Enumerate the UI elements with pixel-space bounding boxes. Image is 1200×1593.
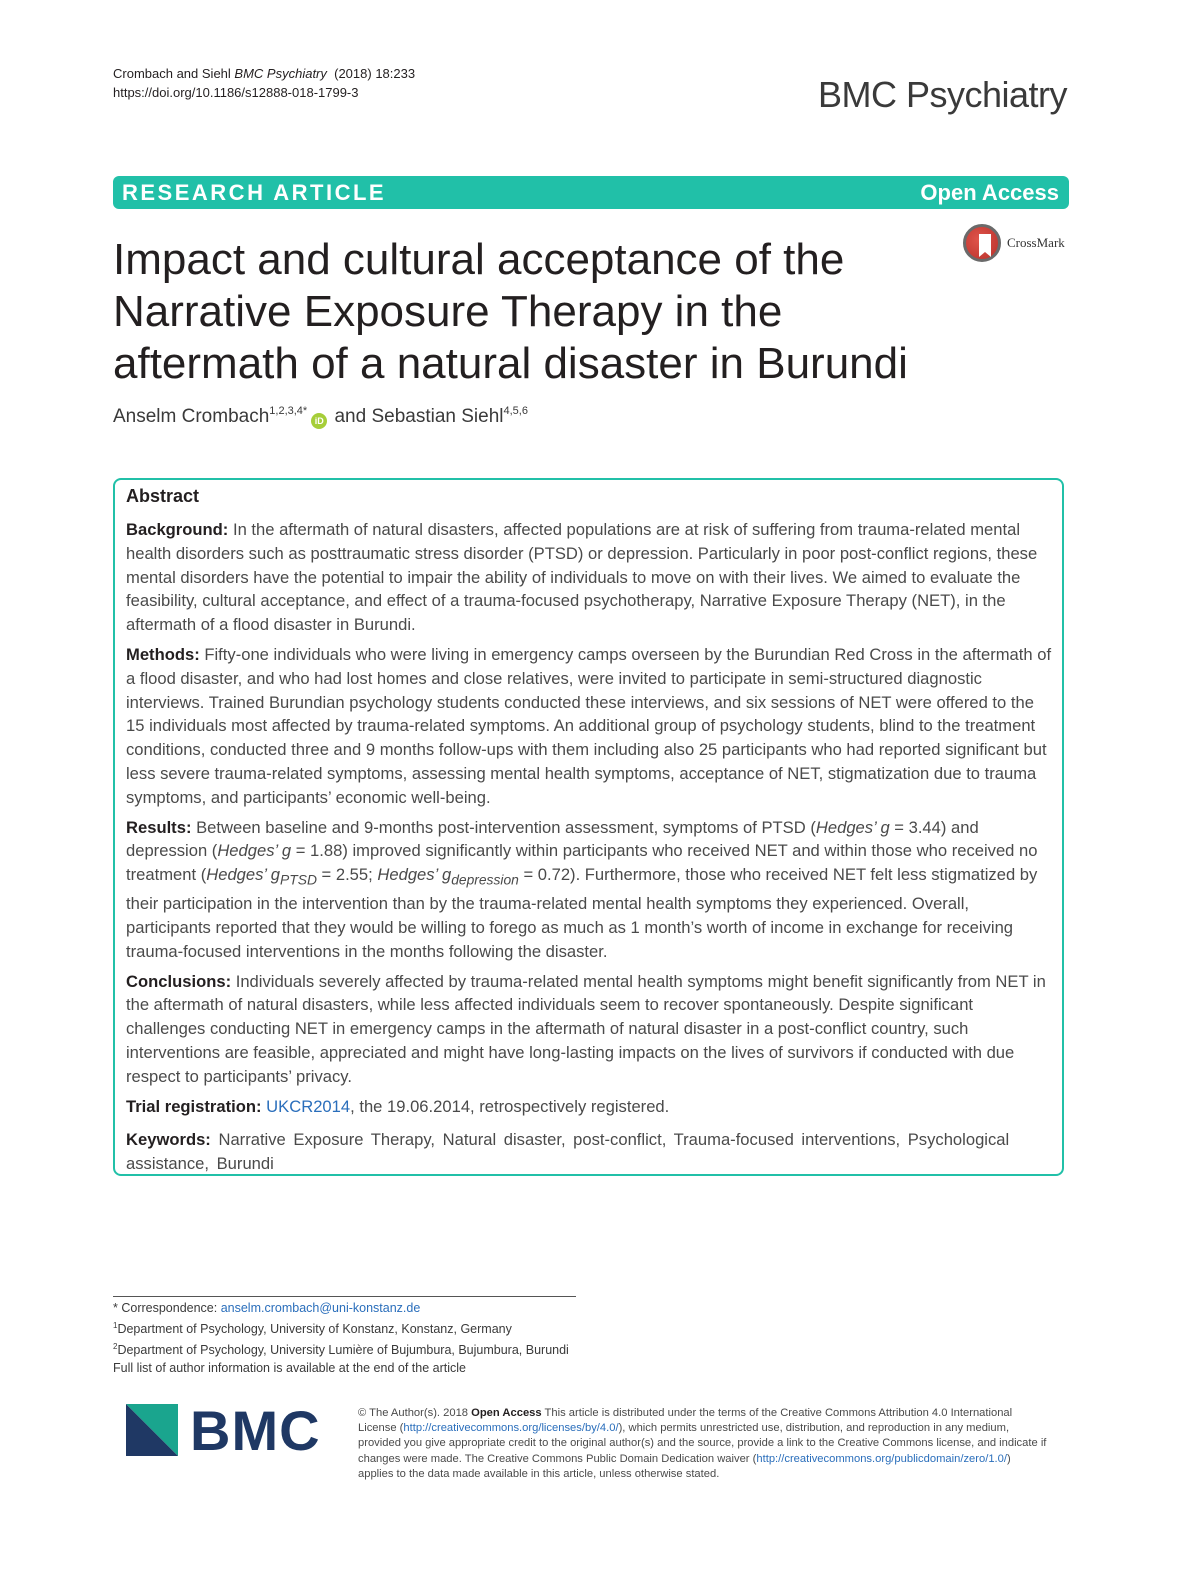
bmc-logo-text: BMC xyxy=(190,1399,321,1462)
author-name: Anselm Crombach xyxy=(113,406,270,427)
abstract-results: Results: Between baseline and 9-months post-intervention assessment, symptoms of PTSD (Hedges’ g = 3.44) and depression (Hedges’ g = 1.88) improved significantly within participants who received NET and within those who received no treatment (Hedges’ $g_{PTSD} = 2.55$; Hedges’ $g_{depression} = 0.72$). Furthermore, those who received NET felt less stigmatized by their participation in the intervention than by the trauma-related mental health symptoms they experienced. Overall, participants reported that they would be willing to forego as much as 1 month’s worth of income in exchange for receiving trauma-focused interventions in the months following the disaster. xyxy=(126,817,1038,961)
article-type-label: RESEARCH ARTICLE xyxy=(122,180,387,205)
license-link-zero[interactable]: http://creativecommons.org/publicdomain/zero/1.0/ xyxy=(756,1452,1007,1465)
crossmark-icon xyxy=(963,224,1001,262)
doi-link[interactable]: https://doi.org/10.1186/s12888-018-1799-3 xyxy=(113,85,359,100)
affiliation-2: $^2$Department of Psychology, University Lumière of Bujumbura, Bujumbura, Burundi xyxy=(113,1342,569,1357)
crossmark-label: CrossMark xyxy=(1007,235,1065,250)
open-access-label: Open Access xyxy=(920,180,1059,205)
bmc-logo-icon xyxy=(126,1404,178,1456)
author-name: and Sebastian Siehl xyxy=(329,406,504,427)
correspondence: * Correspondence: anselm.crombach@uni-konstanz.de xyxy=(113,1301,421,1315)
abstract-trial-registration: Trial registration: UKCR2014, the 19.06.2014, retrospectively registered. xyxy=(126,1096,670,1116)
abstract-keywords: Keywords: Narrative Exposure Therapy, Natural disaster, post-conflict, Trauma-focused interventions, Psychological assistance, Burundi xyxy=(126,1130,1010,1174)
license-statement: © The Author(s). 2018 Open Access This article is distributed under the terms of the Creative Commons Attribution 4.0 International License (http://creativecommons.org/licenses/by/4.0/), which permits unrestricted use, distribution, and reproduction in any medium, provided you give appropriate credit to the original author(s) and the source, provide a link to the Creative Commons license, and indicate if changes were made. The Creative Commons Public Domain Dedication waiver (http://creativecommons.org/publicdomain/zero/1.0/) applies to the data made available in this article, unless otherwise stated. xyxy=(358,1407,1047,1480)
abstract-box xyxy=(113,478,1064,1176)
footnote-divider xyxy=(113,1296,576,1297)
article-title: Impact and cultural acceptance of the Narrative Exposure Therapy in the aftermath of a natural disaster in Burundi xyxy=(113,235,908,388)
abstract-heading: Abstract xyxy=(126,486,200,506)
journal-name: BMC Psychiatry xyxy=(817,74,1067,115)
orcid-icon[interactable]: iD xyxy=(311,413,327,429)
author-info-note: Full list of author information is available at the end of the article xyxy=(113,1361,466,1375)
author-affiliation-sup: 1,2,3,4* xyxy=(269,405,308,417)
citation-journal: BMC Psychiatry xyxy=(234,66,327,81)
correspondence-email-link[interactable]: anselm.crombach@uni-konstanz.de xyxy=(220,1301,421,1315)
abstract-methods: Methods: Fifty-one individuals who were living in emergency camps overseen by the Burundian Red Cross in the aftermath of a flood disaster, and who had lost homes and close relatives, were invited to participate in semi-structured diagnostic interviews. Trained Burundian psychology students conducted these interviews, and six sessions of NET were offered to the 15 individuals most affected by trauma-related symptoms. An additional group of psychology students, blind to the treatment conditions, conducted three and 9 months follow-ups with them including also 25 participants who had reported significant but less severe trauma-related symptoms, assessing mental health symptoms, acceptance of NET, stigmatization due to trauma symptoms, and participants’ economic well-being. xyxy=(126,644,1052,807)
abstract-background: Background: In the aftermath of natural disasters, affected populations are at risk of suffering from trauma-related mental health disorders such as posttraumatic stress disorder (PTSD) or depression. Particularly in poor post-conflict regions, these mental disorders have the potential to impair the ability of individuals to move on with their lives. We aimed to evaluate the feasibility, cultural acceptance, and effect of a trauma-focused psychotherapy, Narrative Exposure Therapy (NET), in the aftermath of a flood disaster in Burundi. xyxy=(126,520,1038,635)
article-type-banner xyxy=(113,176,1069,209)
citation-header: Crombach and Siehl BMC Psychiatry (2018) 18:233 https://doi.org/10.1186/s12888-018-1799-3 xyxy=(113,66,416,100)
author-affiliation-sup: 4,5,6 xyxy=(503,405,528,417)
footnotes xyxy=(113,1299,583,1377)
affiliation-1: $^1$Department of Psychology, University of Konstanz, Konstanz, Germany xyxy=(113,1321,512,1336)
author-list xyxy=(113,405,528,429)
abstract-conclusions: Conclusions: Individuals severely affected by trauma-related mental health symptoms might benefit significantly from NET in the aftermath of natural disasters, while less affected individuals seem to recover spontaneously. Despite significant challenges conducting NET in emergency camps in the aftermath of natural disaster in a post-conflict country, such interventions are feasible, appreciated and might have long-lasting impacts on the lives of survivors if conducted with due respect to participants’ privacy. xyxy=(126,971,1046,1086)
crossmark-badge[interactable] xyxy=(963,224,1073,264)
bmc-logo xyxy=(126,1399,336,1462)
trial-registration-link[interactable]: UKCR2014 xyxy=(266,1096,351,1116)
license-link-by[interactable]: http://creativecommons.org/licenses/by/4.0/ xyxy=(403,1422,619,1435)
